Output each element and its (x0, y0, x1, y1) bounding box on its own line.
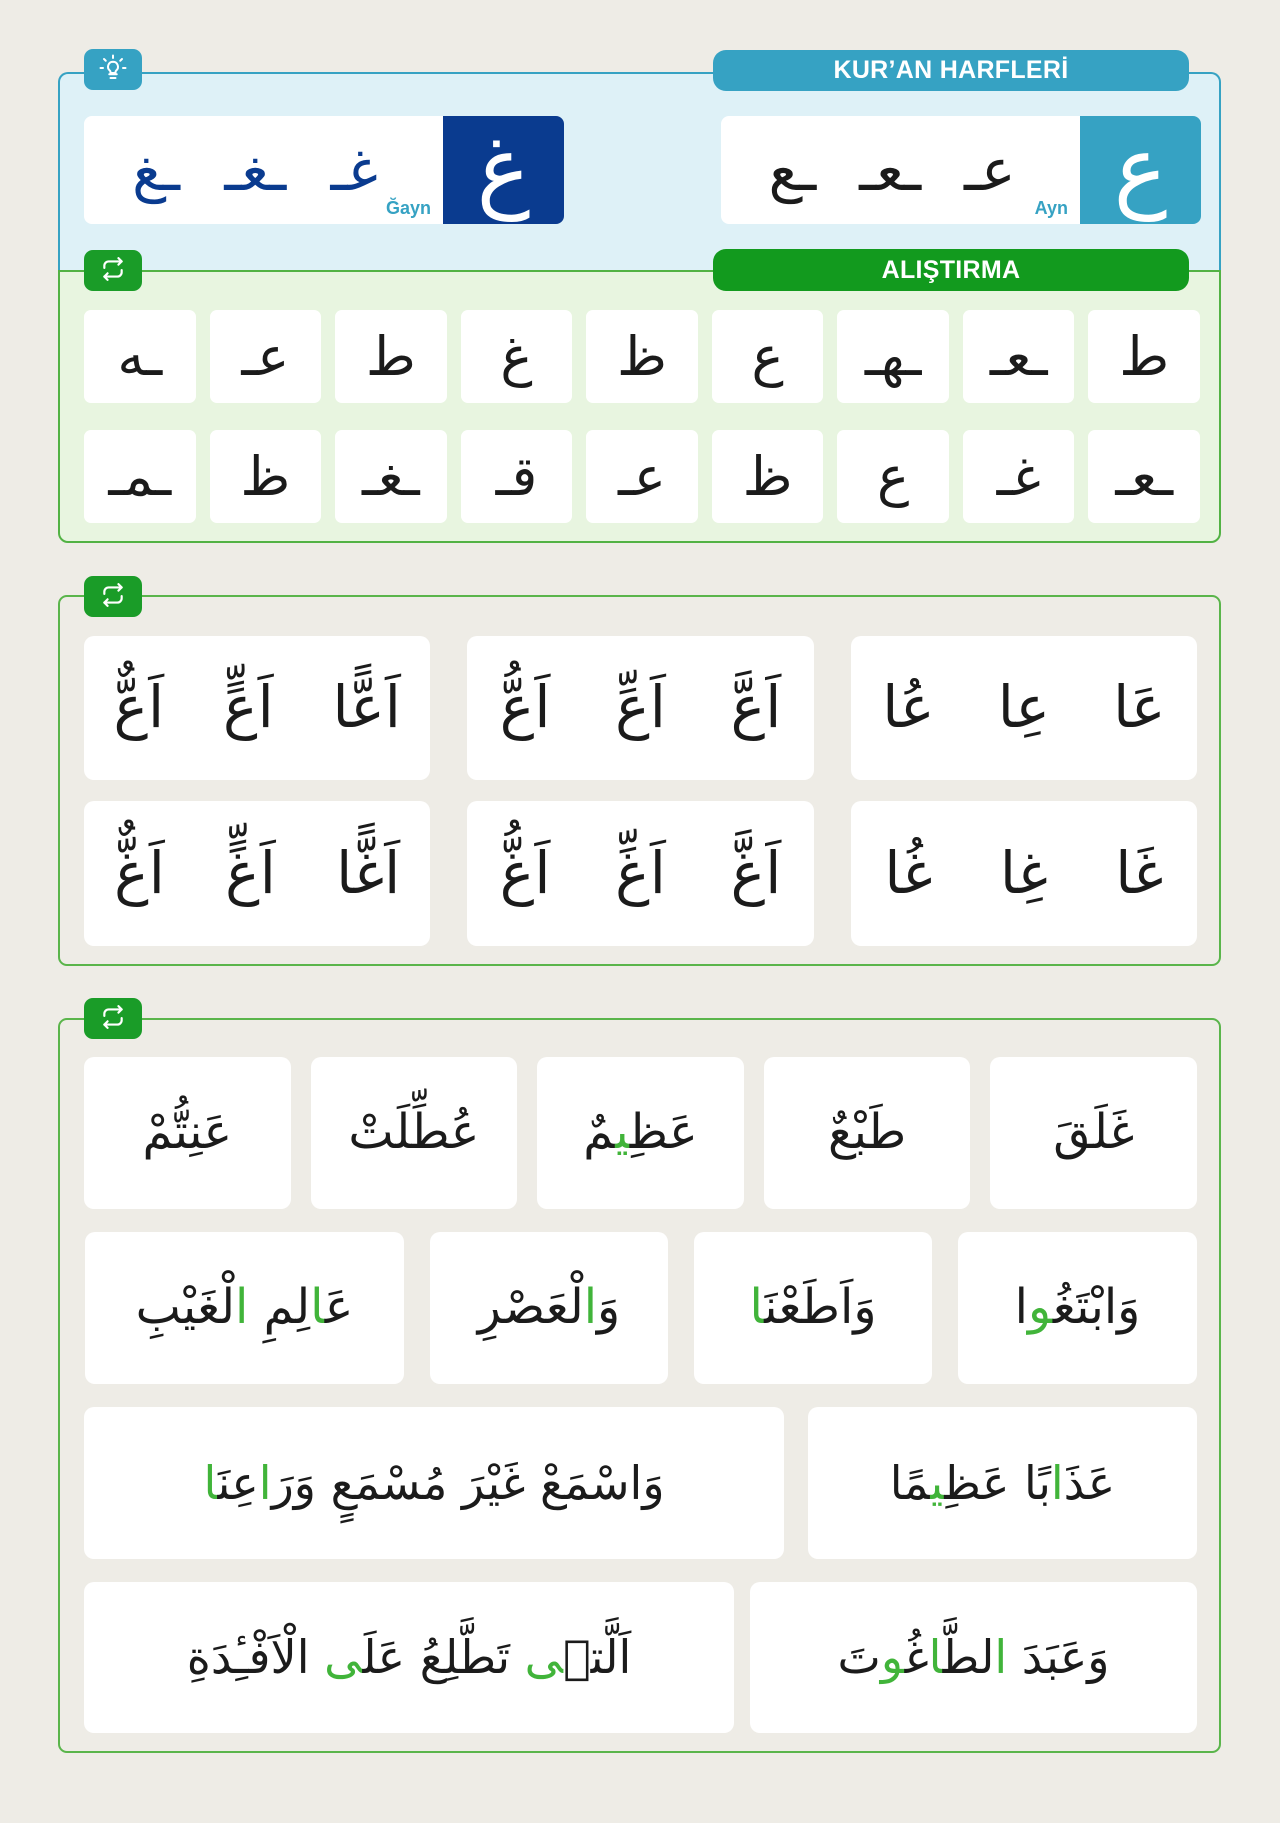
word-row (84, 1232, 1197, 1384)
syllable: اَغِّ (615, 838, 666, 907)
word-segment: غُ (904, 1630, 929, 1685)
word-card (84, 1057, 291, 1209)
highlighted-letter: ى (524, 1630, 563, 1685)
letter-tile: ظ (586, 310, 698, 403)
letter-tile: ـغـ (335, 430, 447, 523)
highlighted-letter: و (880, 1630, 905, 1685)
letter-isolated: ع (1080, 116, 1201, 224)
syllable: اَعَّ (730, 673, 782, 742)
word-row (84, 1407, 1197, 1559)
letter-isolated: غ (443, 116, 564, 224)
word-card (694, 1232, 932, 1384)
word-row (84, 1582, 1197, 1733)
word-segment: اَلَّتٖ (562, 1630, 632, 1685)
letter-tile: غـ (963, 430, 1075, 523)
repeat-icon (98, 256, 128, 286)
word-card (764, 1057, 971, 1209)
syllable: عُا (882, 673, 935, 742)
syllable: غُا (884, 838, 933, 907)
word-text (187, 1625, 632, 1689)
word-segment: عَ (324, 1279, 354, 1336)
word-card (958, 1232, 1197, 1384)
word-card (537, 1057, 744, 1209)
word-card (84, 1407, 784, 1559)
repeat-icon (98, 582, 128, 612)
word-segment: تَطَّلِعُ عَلَ (362, 1630, 525, 1685)
medial-form: ـعـ (859, 136, 922, 204)
word-segment: وَاَطَعْنَ (764, 1279, 877, 1336)
word-segment: ا (1014, 1279, 1029, 1336)
syllable-card (467, 801, 813, 946)
word-text (750, 1274, 877, 1341)
word-segment: عَذَ (1063, 1455, 1116, 1510)
exercise-badge (84, 250, 142, 291)
letter-tile: ط (335, 310, 447, 403)
highlighted-letter: ي (615, 1104, 630, 1161)
tip-badge (84, 49, 142, 90)
letter-forms (747, 116, 1037, 224)
highlighted-letter: و (1028, 1279, 1053, 1336)
word-segment: وَابْتَغُ (1052, 1279, 1141, 1336)
letter-name: Ğayn (385, 198, 431, 218)
word-segment: وَاسْمَعْ غَيْرَ مُسْمَعٍ وَرَ (271, 1455, 665, 1510)
letter-tile: ـمـ (84, 430, 196, 523)
word-segment: لِمِ (248, 1279, 311, 1336)
word-card (808, 1407, 1197, 1559)
syllable: اَغٌّ (114, 838, 165, 907)
letter-tile: ـه (84, 310, 196, 403)
word-text (1053, 1099, 1134, 1166)
word-segment: تَ (837, 1630, 881, 1685)
final-form: ـع (768, 136, 817, 204)
syllable-grid (84, 636, 1197, 946)
lightbulb-icon (98, 53, 128, 87)
exercise-title: ALIŞTIRMA (713, 249, 1189, 291)
syllable: عِا (997, 673, 1050, 742)
word-card (85, 1232, 404, 1384)
letter-tile: ـعـ (963, 310, 1075, 403)
word-row (84, 1057, 1197, 1209)
word-segment: لطَّ (942, 1630, 995, 1685)
syllable: اَعِّ (615, 673, 666, 742)
letter-tile: ظ (210, 430, 322, 523)
highlighted-letter: ا (749, 1279, 765, 1336)
page-title: KUR’AN HARFLERİ (713, 50, 1189, 91)
letter-tile: قـ (461, 430, 573, 523)
syllable-card (851, 801, 1197, 946)
letter-forms (110, 116, 400, 224)
letter-tile: ظ (712, 430, 824, 523)
word-card (84, 1582, 734, 1733)
initial-form: عـ (963, 136, 1016, 204)
syllable-card (467, 636, 813, 780)
letter-tile: ـهـ (837, 310, 949, 403)
word-text (143, 1099, 233, 1166)
syllable: اَعًّا (332, 673, 401, 742)
letter-tile: ط (1088, 310, 1200, 403)
word-segment: وَ (597, 1279, 621, 1336)
syllable-card (84, 636, 430, 780)
highlighted-letter: ى (324, 1630, 363, 1685)
syllable: اَغَّ (730, 838, 782, 907)
highlighted-letter: ا (928, 1630, 943, 1685)
highlighted-letter: ي (930, 1455, 945, 1510)
word-badge (84, 998, 142, 1039)
syllable: عَا (1113, 673, 1166, 742)
word-text (890, 1451, 1116, 1515)
word-text (838, 1625, 1110, 1689)
final-form: ـغ (132, 136, 181, 204)
word-text (478, 1274, 620, 1341)
repeat-icon (98, 1004, 128, 1034)
highlighted-letter: ا (258, 1455, 272, 1510)
highlighted-letter: ا (203, 1455, 218, 1510)
word-text (203, 1451, 664, 1515)
word-segment: عِنَ (217, 1455, 259, 1510)
word-segment: الْاَفْـِٔدَةِ (186, 1630, 325, 1685)
syllable-card (851, 636, 1197, 780)
word-text (348, 1099, 479, 1166)
syllable: اَغًّا (336, 838, 401, 907)
letter-tile: ع (837, 430, 949, 523)
initial-form: غـ (330, 136, 378, 204)
syllable: اَعٍّ (222, 673, 274, 742)
word-card (750, 1582, 1197, 1733)
syllable-card (84, 801, 430, 946)
word-segment: مٌ (583, 1104, 616, 1161)
word-segment: لْعَصْرِ (477, 1279, 584, 1336)
letter-tile: عـ (210, 310, 322, 403)
word-text (136, 1274, 354, 1341)
syllable: اَعٌّ (113, 673, 165, 742)
highlighted-letter: ا (234, 1279, 249, 1336)
word-text (828, 1099, 906, 1166)
letter-name: Ayn (1034, 198, 1068, 218)
word-segment: مًا (889, 1455, 931, 1510)
letter-card-gayn (84, 116, 564, 224)
word-segment: وَعَبَدَ (1007, 1630, 1110, 1685)
word-text (1015, 1274, 1141, 1341)
medial-form: ـغـ (224, 136, 287, 204)
letter-tile: ـعـ (1088, 430, 1200, 523)
letter-tile: ع (712, 310, 824, 403)
highlighted-letter: ا (583, 1279, 598, 1336)
highlighted-letter: ا (994, 1630, 1008, 1685)
highlighted-letter: ا (1050, 1455, 1064, 1510)
word-segment: طَبْعٌ (828, 1104, 907, 1161)
letter-tile: عـ (586, 430, 698, 523)
word-card (311, 1057, 518, 1209)
word-segment: بًا عَظِ (944, 1455, 1051, 1510)
word-segment: لْغَيْبِ (135, 1279, 235, 1336)
syllable: اَعُّ (499, 673, 551, 742)
letter-card-ayn (721, 116, 1201, 224)
word-text (583, 1099, 697, 1166)
letter-tile-grid (84, 310, 1200, 523)
word-card (990, 1057, 1197, 1209)
word-segment: عَنِتُّمْ (142, 1104, 233, 1161)
letter-tile: غ (461, 310, 573, 403)
syllable: اَغٍّ (225, 838, 276, 907)
word-card (430, 1232, 668, 1384)
syllable: غَا (1115, 838, 1164, 907)
word-segment: عُطِّلَتْ (348, 1104, 480, 1161)
word-segment: غَلَقَ (1053, 1104, 1135, 1161)
syllable: غِا (999, 838, 1048, 907)
syllable-badge (84, 576, 142, 617)
highlighted-letter: ا (310, 1279, 325, 1336)
word-segment: عَظِ (629, 1104, 698, 1161)
syllable: اَغُّ (499, 838, 551, 907)
